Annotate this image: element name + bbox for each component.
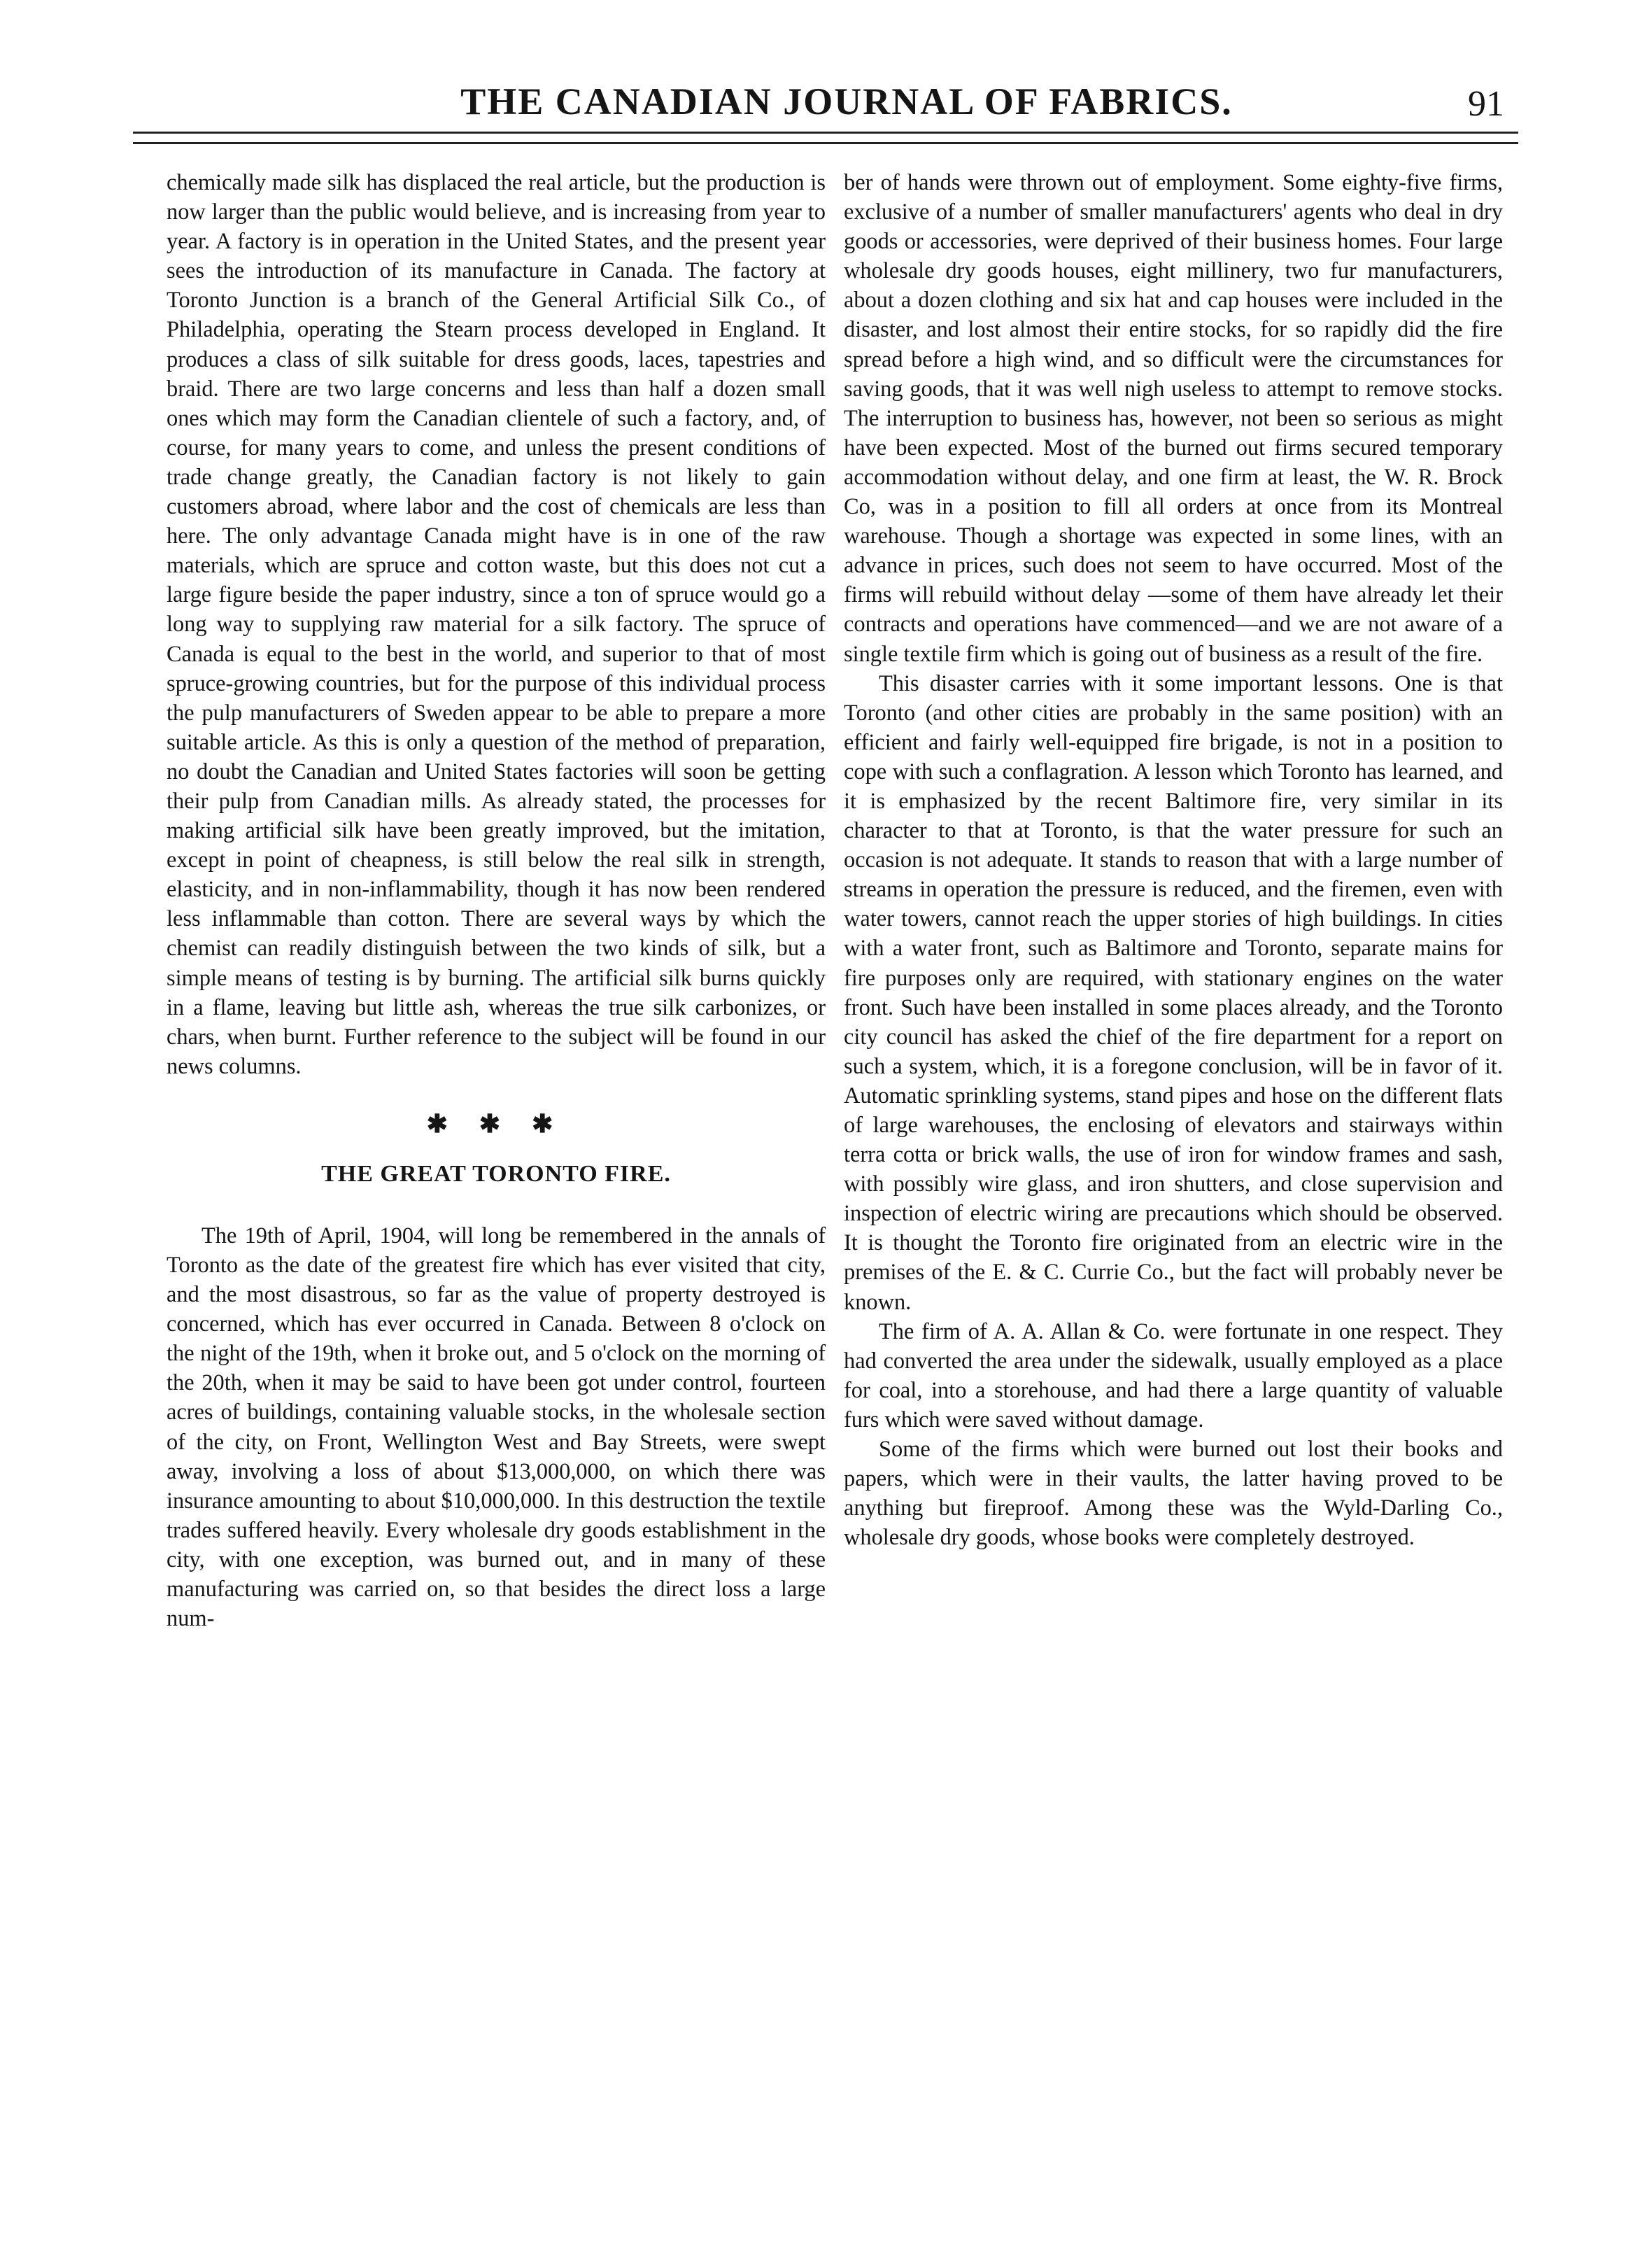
section-heading-text: THE GREAT TORONTO FIRE.: [321, 1160, 671, 1187]
header-double-rule: [133, 132, 1518, 144]
fire-paragraph: The 19th of April, 1904, will long be remembered in the annals of Toronto as the date of the greatest fire which has ever visited that city, and the most disastrous, so far as the value of property destroyed is concerned, which has ever occurred in Canada. Between 8 o'clock on the night of the 19th, when it broke out, and 5 o'clock on the morning of the 20th, when it may be said to have been got under control, fourteen acres of buildings, containing valuable stocks, in the wholesale section of the city, on Front, Wellington West and Bay Streets, were swept away, involving a loss of about $13,000,000, on which there was insurance amounting to about $10,000,000. In this destruction the textile trades suffered heavily. Every wholesale dry goods establishment in the city, with one exception, was burned out, and in many of these manufacturing was carried on, so that besides the direct loss a large num-: [167, 1223, 826, 1632]
artificial-silk-paragraph: chemically made silk has displaced the real article, but the production is now larger than the public would believe, and is increasing from year to year. A factory is in operation in the United States, and the present year sees the introduction of its manufacture in Canada. The factory at Toronto Junction is a branch of the General Artificial Silk Co., of Philadelphia, operating the Stearn process developed in England. It produces a class of silk suitable for dress goods, laces, tapestries and braid. There are two large concerns and less than half a dozen small ones which may form the Canadian clientele of such a factory, and, of course, for many years to come, and unless the present conditions of trade change greatly, the Canadian factory is not likely to gain customers abroad, where labor and the cost of chemicals are less than here. The only advantage Canada might have is in one of the raw materials, which are spruce and cotton waste, but this does not cut a large figure beside the paper industry, since a ton of spruce would go a long way to supplying raw material for a silk factory. The spruce of Canada is equal to the best in the world, and superior to that of most spruce-growing countries, but for the purpose of this individual process the pulp manufacturers of Sweden appear to be able to prepare a more suitable article. As this is only a question of the method of preparation, no doubt the Canadian and United States factories will soon be getting their pulp from Canadian mills. As already stated, the processes for making artificial silk have been greatly improved, but the imitation, except in point of cheapness, is still below the real silk in strength, elasticity, and in non-inflammability, though it has now been rendered less inflammable than cotton. There are several ways by which the chemist can readily distinguish between the two kinds of silk, but a simple means of testing is by burning. The artificial silk burns quickly in a flame, leaving but little ash, whereas the true silk carbonizes, or chars, when burnt. Further reference to the subject will be found in our news columns.: [167, 170, 826, 1079]
section-heading: [167, 1160, 826, 1189]
employment-paragraph: ber of hands were thrown out of employment. Some eighty-five firms, exclusive of a number of smaller manufacturers' agents who deal in dry goods or accessories, were deprived of their business homes. Four large wholesale dry goods houses, eight millinery, two fur manufacturers, about a dozen clothing and six hat and cap houses were included in the disaster, and lost almost their entire stocks, for so rapidly did the fire spread before a high wind, and so difficult were the circumstances for saving goods, that it was well nigh useless to attempt to remove stocks. The interruption to business has, however, not been so serious as might have been expected. Most of the burned out firms secured temporary accommodation without delay, and one firm at least, the W. R. Brock Co, was in a position to fill all orders at once from its Montreal warehouse. Though a shortage was expected in some lines, with an advance in prices, such does not seem to have occurred. Most of the firms will rebuild without delay —some of them have already let their contracts and operations have commenced—and we are not aware of a single textile firm which is going out of business as a result of the fire.: [844, 170, 1503, 667]
running-head: [133, 77, 1504, 126]
lessons-paragraph: This disaster carries with it some important lessons. One is that Toronto (and other cities are probably in the same position) with an efficient and fairly well-equipped fire brigade, is not in a position to cope with such a conflagration. A lesson which Toronto has learned, and it is emphasized by the recent Baltimore fire, very similar in its character to that at Toronto, is that the water pressure for such an occasion is not adequate. It stands to reason that with a large number of streams in operation the pressure is reduced, and the firemen, even with water towers, cannot reach the upper stories of high buildings. In cities with a water front, such as Baltimore and Toronto, separate mains for fire purposes only are required, with stationary engines on the water front. Such have been installed in some places already, and the Toronto city council has asked the chief of the fire department for a report on such a system, which, it is a foregone conclusion, will be in favor of it. Automatic sprinkling systems, stand pipes and hose on the different flats of large warehouses, the enclosing of elevators and stairways within terra cotta or brick walls, the use of iron for window frames and sash, with possibly wire glass, and iron shutters, and close supervision and inspection of electric wiring are precautions which should be observed. It is thought the Toronto fire originated from an electric wire in the premises of the E. & C. Currie Co., but the fact will probably never be known.: [844, 670, 1503, 1315]
books-paragraph: Some of the firms which were burned out lost their books and papers, which were in their vaults, the latter having proved to be anything but fireproof. Among these was the Wyld-Darling Co., wholesale dry goods, whose books were completely destroyed.: [844, 1437, 1503, 1551]
journal-title: THE CANADIAN JOURNAL OF FABRICS.: [460, 80, 1233, 122]
page-number: 91: [1468, 84, 1504, 124]
right-column: [844, 168, 1503, 1552]
allan-paragraph: The firm of A. A. Allan & Co. were fortunate in one respect. They had converted the area under the sidewalk, usually employed as a place for coal, into a storehouse, and had there a large quantity of valuable furs which were saved without damage.: [844, 1318, 1503, 1432]
left-column: [167, 168, 826, 1633]
section-separator: ✱ ✱ ✱: [426, 1109, 566, 1138]
